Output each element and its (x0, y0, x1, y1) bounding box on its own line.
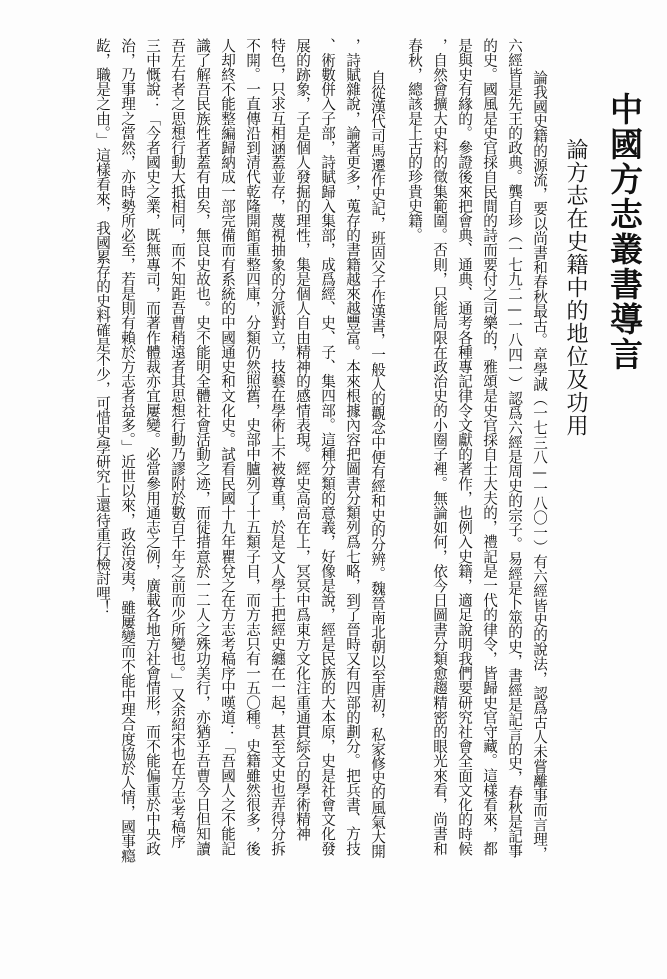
text-column: 識了解吾民族性者蓋有由矣，無良史故也。史不能明全體社會活動之迹，而徒措意於一二人之殊功美行，亦猶乎吾曹今日但知讀 (194, 38, 211, 856)
text-column: 治，乃事理之當然，亦時勢所必至，若是則有賴於方志者益多。」近世以來，政治凌夷，雖屢變而不能中理合度協於人情，國事瘾 (119, 38, 136, 863)
text-column: 、術數併入子部，詩賦歸入集部，成爲經、史、子、集四部。這種分類的意義，好像是說，經是民族的大本原，史是社會文化發 (319, 38, 336, 856)
text-column: 人却終不能整編歸納成一部完備而有系統的中國通史和文化史。試看民國十九年瞿兌之在方志考稿序中嘆道：「吾國人之不能記 (219, 38, 236, 856)
text-column: 三中慨說：「今者國史之業，既無專司，而著作體裁亦宜屢變。必當參用通志之例，廣載各地方社會情形，而不能偏重於中央政 (144, 38, 161, 856)
text-column: 龁，職是之由。」這樣看來，我國累存的史料確是不少，可惜史學研究上還待重行檢討哩！ (94, 38, 111, 615)
text-column: 不開。一直傳沿到清代乾隆開館重整四庫，分類仍然照舊，史部中臚列了十五類子目，而方志只有一五〇種。史籍雖然很多，後 (244, 38, 261, 856)
text-column: 的史。國風是史官採自民間的詩而要付之司樂的，雅頌是史官採自士大夫的，禮記是一代的律令，皆歸史官守藏。這樣看來，都 (481, 38, 498, 856)
text-column: 吾左右者之思想行動大抵相同，而不知距吾曹稍遠者其思想行動乃謬附於數百千年之前而少所變也。」又余紹宋也在方志考稿序 (169, 38, 186, 849)
text-column: 特色，只求互相涵蓋並存，蔑視抽象的分派對立，技藝在學術上不被尊重，於是文人學士把經史纏在一起，甚至文史也弄得分拆 (269, 38, 286, 856)
text-column: 是與史有緣的。參證後來把會典、通典、通考各種專記律令文獻的著作，也例入史籍，適足說明我們要研究社會全面文化的時候 (456, 38, 473, 856)
text-column: 論我國史籍的源流，要以尚書和春秋最古。章學誠（一七三八—一八〇一）有六經皆史的說法，認爲古人未嘗離事而言理， (531, 70, 548, 861)
text-column: 六經皆是先王的政典。龔自珍（一七九二—一八四一）認爲六經是周史的宗子。易經是卜筮的史，書經是記言的史，春秋是記事 (506, 38, 523, 858)
text-column: 自從漢代司馬遷作史記，班固父子作漢書，一般人的觀念中便有經和史的分辨。魏晉南北朝以至唐初，私家修史的風氣大開 (369, 70, 386, 859)
text-column: 春秋，總該是上古的珍貴史籍。 (406, 38, 423, 243)
article-title: 論方志在史籍中的地位及功用 (563, 138, 588, 437)
text-column: ，自然會擴大史料的徵集範圍。否則，只能局限在政治史的小圈子裡。無論如何，依今日圖書分類愈趨精密的眼光來看，尚書和 (431, 38, 448, 856)
text-column: ，詩賦雜說，論著更多，蒐存的書籍越來越豐富。本來根據內容把圖書分類列爲七略，到了晉時又有四部的劃分。把兵書、方技 (344, 38, 361, 856)
series-title: 中國方志叢書導言 (605, 92, 644, 372)
text-column: 展的跡象，子是個人發掘的理性，集是個人自由精神的感情表現。經史高高在上，冥冥中爲東方文化注重通貫綜合的學術精神 (294, 38, 311, 841)
